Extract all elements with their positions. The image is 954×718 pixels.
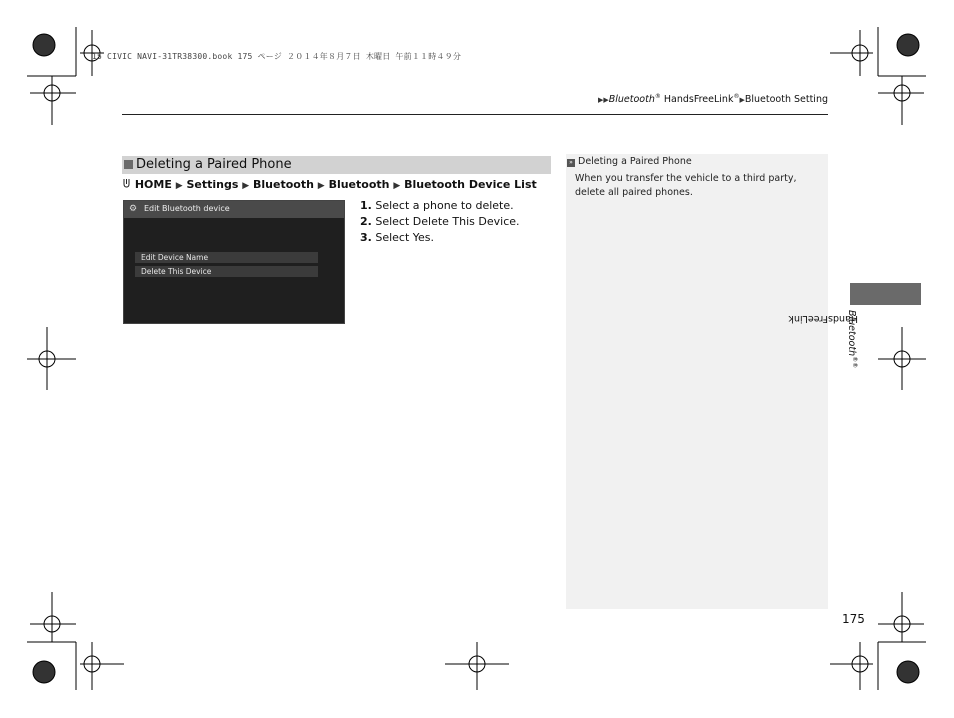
section-square-icon [124, 160, 133, 169]
nav-home: HOME [134, 178, 172, 191]
edit-device-name-item: Edit Device Name [135, 252, 318, 263]
page-number: 175 [842, 612, 865, 626]
step-text: Select [371, 215, 413, 228]
step-emphasis: Yes [412, 231, 431, 244]
screen-image [123, 200, 345, 324]
registered-mark: ® [654, 93, 661, 100]
registered-mark: ® [733, 93, 740, 100]
nav-arrow: ▶ [175, 181, 183, 191]
nav-arrow: ▶ [242, 181, 250, 191]
home-icon [122, 178, 131, 189]
step-number: 1. [360, 199, 372, 212]
chapter-side-label [788, 310, 868, 450]
side-handsfreelink: HandsFreeLink [788, 313, 858, 324]
nav-device-list: Bluetooth Device List [404, 178, 537, 191]
note-arrow-icon: » [567, 159, 575, 167]
step-number: 3. [360, 231, 372, 244]
breadcrumb-current: Bluetooth Setting [744, 94, 828, 106]
breadcrumb-arrows: ▶▶ [597, 96, 609, 105]
side-note-title: Deleting a Paired Phone [578, 156, 692, 167]
breadcrumb-bluetooth: Bluetooth [608, 94, 655, 106]
nav-path [122, 178, 537, 191]
section-heading [122, 156, 551, 174]
step-2 [360, 214, 520, 230]
section-title: Deleting a Paired Phone [136, 157, 292, 172]
step-1 [360, 198, 520, 214]
step-3 [360, 230, 520, 246]
step-text: Select a phone to delete. [371, 199, 514, 212]
nav-bluetooth-2: Bluetooth [328, 178, 390, 191]
step-text: Select [371, 231, 413, 244]
side-note-body: When you transfer the vehicle to a third party, delete all paired phones. [575, 173, 797, 198]
gear-icon: ⚙ [129, 204, 138, 214]
screen-title: Edit Bluetooth device [144, 204, 230, 213]
side-note-heading [567, 156, 692, 167]
breadcrumb-arrow: ▶ [739, 96, 745, 105]
nav-bluetooth: Bluetooth [253, 178, 314, 191]
breadcrumb-handsfreelink: HandsFreeLink [660, 94, 734, 106]
nav-arrow: ▶ [317, 181, 325, 191]
chapter-side-text [788, 310, 858, 369]
delete-this-device-item: Delete This Device [135, 266, 318, 277]
step-text-end: . [516, 215, 520, 228]
step-emphasis: Delete This Device [412, 215, 517, 228]
step-number: 2. [360, 215, 372, 228]
registered-mark: ® [851, 356, 858, 363]
nav-settings: Settings [186, 178, 239, 191]
side-note-panel [566, 154, 828, 609]
steps-list [360, 198, 520, 246]
screen-titlebar [124, 201, 344, 218]
breadcrumb [598, 93, 828, 105]
side-bluetooth: Bluetooth [845, 310, 857, 357]
print-header: 15 CIVIC NAVI-31TR38300.book 175 ページ ２０１４年８月７日 木曜日 午前１１時４９分 [92, 52, 462, 61]
nav-arrow: ▶ [393, 181, 401, 191]
step-text-end: . [430, 231, 435, 244]
chapter-tab [850, 283, 921, 305]
registered-mark: ® [851, 362, 858, 369]
header-rule [122, 114, 828, 115]
